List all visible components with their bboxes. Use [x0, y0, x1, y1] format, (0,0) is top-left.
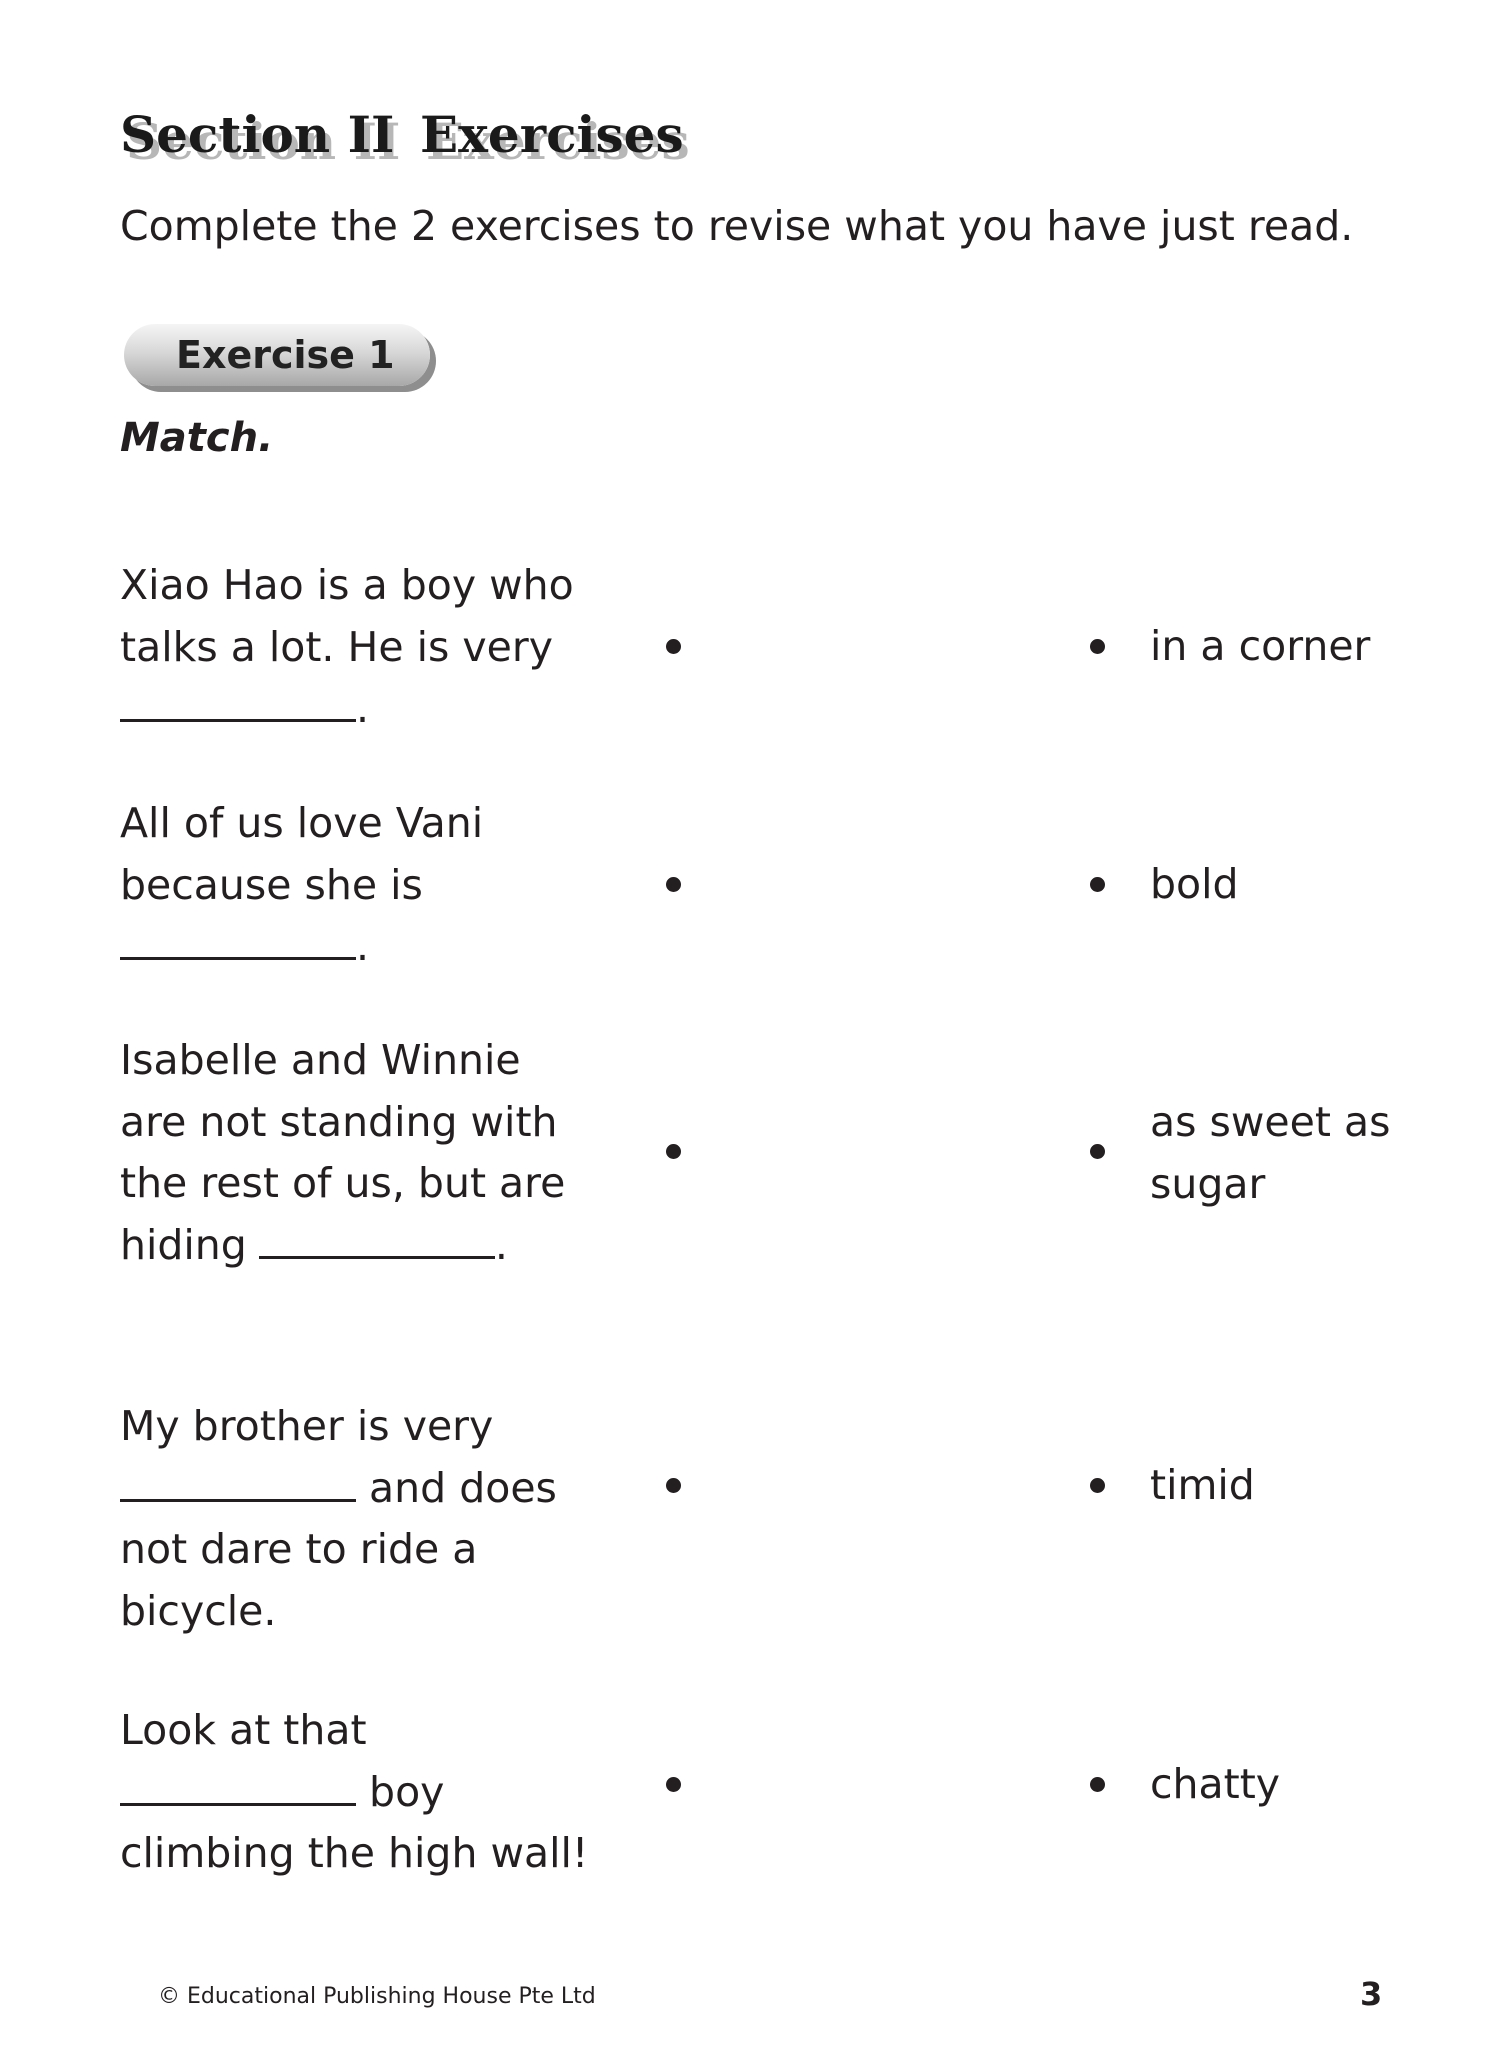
option-4 [1150, 1455, 1255, 1517]
question-line: . [494, 1220, 508, 1269]
option-line: sugar [1150, 1159, 1266, 1208]
question-line: not dare to ride a [120, 1525, 478, 1573]
question-line: climbing the high wall! [120, 1829, 589, 1877]
page-number: 3 [1360, 1975, 1383, 2013]
question-line: Isabelle and Winnie [120, 1036, 521, 1084]
option-line: timid [1150, 1461, 1255, 1509]
answer-blank [120, 1459, 356, 1502]
option-line: bold [1150, 860, 1239, 908]
question-line: and does [369, 1463, 557, 1512]
match-dot-right-3[interactable] [1090, 1144, 1105, 1159]
answer-blank [120, 917, 356, 960]
section-number: Section II [120, 105, 395, 164]
question-1 [120, 555, 640, 740]
answer-blank [120, 1763, 356, 1806]
question-line: My brother is very [120, 1402, 494, 1450]
question-line: the rest of us, but are [120, 1159, 566, 1207]
answer-blank [120, 679, 356, 722]
intro-text: Complete the 2 exercises to revise what you have just read. [120, 202, 1354, 250]
match-dot-right-2[interactable] [1090, 877, 1105, 892]
match-dot-left-4[interactable] [666, 1478, 681, 1493]
question-line: . [356, 922, 370, 970]
match-dot-left-3[interactable] [666, 1144, 681, 1159]
answer-blank [259, 1216, 495, 1259]
option-3 [1150, 1092, 1390, 1215]
question-line: hiding [120, 1220, 247, 1269]
question-line: talks a lot. He is very [120, 622, 553, 671]
match-dot-left-1[interactable] [666, 639, 681, 654]
copyright-notice: © Educational Publishing House Pte Ltd [158, 1984, 596, 2009]
question-2 [120, 793, 640, 978]
option-5 [1150, 1754, 1280, 1816]
question-line: are not standing with [120, 1097, 558, 1146]
question-line: bicycle. [120, 1586, 277, 1635]
match-dot-left-2[interactable] [666, 877, 681, 892]
exercise-label: Exercise 1 [176, 333, 395, 377]
section-title: Exercises [420, 105, 684, 164]
question-line: because she is [120, 860, 423, 909]
option-line: as sweet as [1150, 1098, 1391, 1146]
question-4 [120, 1396, 640, 1642]
instruction-text: Match. [120, 415, 274, 461]
match-dot-right-1[interactable] [1090, 639, 1105, 654]
question-line: Look at that [120, 1706, 367, 1754]
question-line: All of us love Vani [120, 799, 484, 847]
option-1 [1150, 616, 1370, 678]
match-dot-right-4[interactable] [1090, 1478, 1105, 1493]
question-line: . [356, 684, 370, 732]
question-line: Xiao Hao is a boy who [120, 561, 574, 609]
question-5 [120, 1700, 640, 1885]
option-line: in a corner [1150, 622, 1371, 670]
question-line: boy [369, 1767, 445, 1816]
exercise-label-badge [124, 324, 430, 386]
question-3 [120, 1030, 640, 1276]
match-dot-left-5[interactable] [666, 1777, 681, 1792]
option-2 [1150, 854, 1239, 916]
match-dot-right-5[interactable] [1090, 1777, 1105, 1792]
option-line: chatty [1150, 1760, 1281, 1808]
